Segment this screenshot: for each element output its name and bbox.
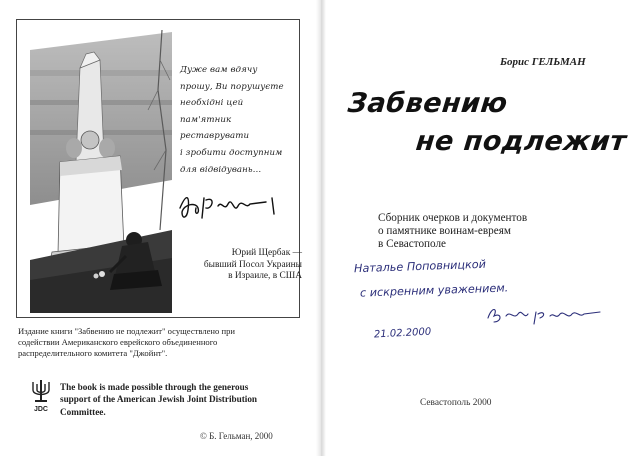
monument-photo: [30, 30, 172, 313]
quote-line: і зробити доступним: [180, 147, 283, 158]
book-title-line1: Забвению: [346, 88, 510, 119]
quote-line: реставрувати: [180, 131, 250, 142]
caption-name: Юрий Щербак —: [231, 248, 302, 258]
edition-note-line: распределительного комитета "Джойнт".: [18, 348, 168, 359]
book-title-line2: не подлежит: [414, 126, 629, 157]
edition-note: [18, 326, 298, 360]
caption-place: в Израиле, в США: [228, 271, 302, 282]
imprint: Севастополь 2000: [420, 398, 492, 408]
book-gutter: [316, 0, 326, 456]
quote-line: необхідні цей: [180, 98, 244, 109]
jdc-line: The book is made possible through the generous: [60, 382, 249, 392]
jdc-acknowledgement: [60, 381, 306, 418]
subtitle-line: в Севастополе: [378, 238, 447, 250]
scherbak-signature: [176, 190, 288, 224]
photo-caption: [176, 248, 302, 283]
quote-line: пам'ятник: [180, 114, 232, 125]
left-page: [0, 0, 316, 456]
gelman-signature: [484, 302, 604, 328]
quote-line: прошу, Ви порушуєте: [180, 81, 284, 92]
jdc-line: Committee.: [60, 406, 106, 417]
book-subtitle: [378, 212, 628, 251]
handwritten-quote: [180, 62, 305, 178]
edition-note-line: содействии Американского еврейского объединенного: [18, 337, 218, 348]
right-page: [326, 0, 640, 456]
inscription-line1: Наталье Поповницкой: [353, 257, 487, 276]
copyright: © Б. Гельман, 2000: [200, 431, 273, 441]
jdc-logo: [30, 378, 52, 414]
subtitle-line: о памятнике воинам-евреям: [378, 225, 511, 237]
quote-line: для відвідувань…: [180, 164, 262, 175]
subtitle-line: Сборник очерков и документов: [378, 212, 528, 224]
inscription-date: 21.02.2000: [373, 326, 432, 341]
jdc-line: support of the American Jewish Joint Distribution: [60, 394, 258, 405]
jdc-logo-text: JDC: [33, 406, 49, 413]
inscription-line2: с искренним уважением.: [359, 281, 509, 300]
monument-photo-drawing: [30, 30, 172, 313]
quote-line: Дуже вам вдячу: [180, 65, 258, 75]
author-name: Борис ГЕЛЬМАН: [500, 56, 586, 68]
caption-role: бывший Посол Украины: [203, 259, 302, 270]
edition-note-line: Издание книги "Забвению не подлежит" осуществлено при: [18, 326, 235, 336]
